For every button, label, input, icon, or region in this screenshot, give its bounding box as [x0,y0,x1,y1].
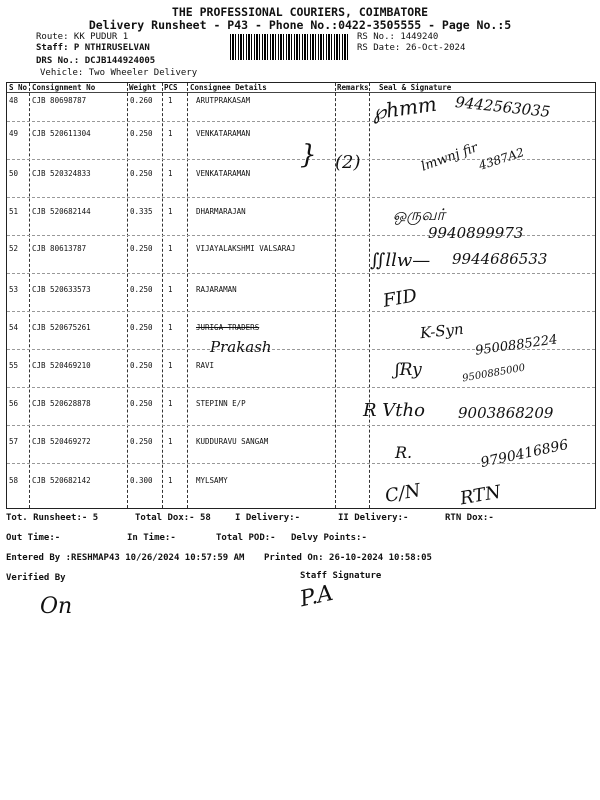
out-time: Out Time:- [6,533,61,543]
handwritten-mark-2: (2) [335,152,361,173]
row-consignment: CJB 520633573 [32,285,91,294]
handwritten-phone-50: 4387A2 [476,145,526,173]
staff-label: Staff: P NTHIRUSELVAN [36,43,150,53]
row-sno: 48 [9,96,19,105]
row-weight: 0.250 [130,399,153,408]
verified-by: Verified By [6,573,66,583]
handwritten-phone-52: 9944686533 [452,250,548,268]
in-time: In Time:- [127,533,176,543]
row-pcs: 1 [168,361,173,370]
row-pcs: 1 [168,207,173,216]
barcode [230,34,348,60]
row-weight: 0.250 [130,361,153,370]
vehicle-label: Vehicle: Two Wheeler Delivery [40,68,198,78]
total-dox: Total Dox:- [135,513,195,523]
row-weight: 0.300 [130,476,153,485]
row-pcs: 1 [168,169,173,178]
row-consignee: MYLSAMY [196,476,228,485]
row-pcs: 1 [168,96,173,105]
row-sno: 52 [9,244,19,253]
handwritten-phone-57: 9790416896 [479,436,570,472]
handwritten-phone-48: 9442563035 [454,93,552,121]
row-consignee: JURIGA TRADERS [196,323,260,332]
row-weight: 0.250 [130,437,153,446]
row-pcs: 1 [168,285,173,294]
staff-signature: Staff Signature [300,571,382,581]
row-consignment: CJB 520469272 [32,437,91,446]
row-consignment: CJB 520611304 [32,129,91,138]
row-consignee: ARUTPRAKASAM [196,96,251,105]
handwritten-initial-57: R. [395,443,413,462]
entered-by: Entered By :RESHMAP43 10/26/2024 10:57:59 AM [6,553,245,563]
row-pcs: 1 [168,476,173,485]
col-seal: Seal & Signature [379,83,452,92]
delvy-points: Delvy Points:- [291,533,367,543]
row-consignee: VENKATARAMAN [196,129,251,138]
col-remarks: Remarks [337,83,369,92]
row-consignment: CJB 520675261 [32,323,91,332]
row-weight: 0.335 [130,207,153,216]
total-pod: Total POD:- [216,533,276,543]
drs-label: DRS No.: DCJB144924005 [36,56,156,66]
handwritten-scribble: lmwnj fir [419,140,480,175]
row-pcs: 1 [168,399,173,408]
row-weight: 0.250 [130,169,153,178]
col-weight: Weight [129,83,157,92]
total-dox-value: 58 [200,513,211,523]
row-consignment: CJB 520324833 [32,169,91,178]
row-sno: 54 [9,323,19,332]
tot-runsheet: Tot. Runsheet:- 5 [6,513,99,523]
route-label: Route: KK PUDUR 1 [36,32,129,42]
row-weight: 0.250 [130,323,153,332]
row-sno: 57 [9,437,19,446]
handwritten-phone-54: 9500885224 [474,332,559,359]
row-consignment: CJB 80698787 [32,96,87,105]
row-weight: 0.250 [130,129,153,138]
row-consignee: DHARMARAJAN [196,207,246,216]
handwritten-cn: C/N [383,480,423,507]
row-sno: 58 [9,476,19,485]
rtn-dox: RTN Dox:- [445,513,494,523]
row-consignment: CJB 80613787 [32,244,87,253]
row-consignee: RAJARAMAN [196,285,237,294]
i-delivery: I Delivery:- [235,513,301,523]
row-sno: 50 [9,169,19,178]
row-consignee: KUDDURAVU SANGAM [196,437,269,446]
rs-date: RS Date: 26-Oct-2024 [357,43,466,53]
row-pcs: 1 [168,244,173,253]
col-pcs: PCS [164,83,178,92]
handwritten-rtn: RTN [458,481,503,510]
handwritten-scribble: ∬llw— [370,250,431,271]
company-title: THE PROFESSIONAL COURIERS, COIMBATORE [171,5,429,19]
row-consignment: CJB 520469210 [32,361,91,370]
col-consignee: Consignee Details [190,83,267,92]
row-weight: 0.260 [130,96,153,105]
handwritten-phone-51: 9940899973 [428,224,524,242]
runsheet-title: Delivery Runsheet - P43 - Phone No.:0422-3505555 - Page No.:5 [88,18,512,32]
col-consignment: Consignment No [32,83,96,92]
row-pcs: 1 [168,437,173,446]
printed-on: Printed On: 26-10-2024 10:58:05 [264,553,432,563]
row-consignment: CJB 520682144 [32,207,91,216]
row-weight: 0.250 [130,285,153,294]
handwritten-fid: FID [381,285,419,312]
row-sno: 56 [9,399,19,408]
row-weight: 0.250 [130,244,153,253]
row-sno: 53 [9,285,19,294]
row-sno: 49 [9,129,19,138]
handwritten-scribble: ℘hmm [370,91,439,125]
rs-number: RS No.: 1449240 [357,32,439,42]
row-consignee: RAVI [196,361,215,370]
handwritten-scribble: ʃRy [395,360,422,380]
row-sno: 51 [9,207,19,216]
row-pcs: 1 [168,323,173,332]
staff-signature-mark: P.A [297,580,336,613]
row-consignment: CJB 520628878 [32,399,91,408]
ii-delivery: II Delivery:- [338,513,409,523]
row-consignee: VIJAYALAKSHMI VALSARAJ [196,244,296,253]
handwritten-bracket: } [300,140,317,170]
col-sno: S No [9,83,28,92]
handwritten-scribble: R Vtho [363,400,425,421]
row-pcs: 1 [168,129,173,138]
handwritten-phone-55: 9500885000 [461,362,527,385]
handwritten-name-54: Prakash [210,338,272,356]
handwritten-sig-54: K-Syn [419,319,465,343]
verified-signature-mark: On [40,594,73,619]
row-consignee: VENKATARAMAN [196,169,251,178]
row-consignee: STEPINN E/P [196,399,246,408]
handwritten-phone-56: 9003868209 [458,404,554,422]
handwritten-scribble: ஒருவர் [393,205,445,224]
row-sno: 55 [9,361,19,370]
row-consignment: CJB 520682142 [32,476,91,485]
